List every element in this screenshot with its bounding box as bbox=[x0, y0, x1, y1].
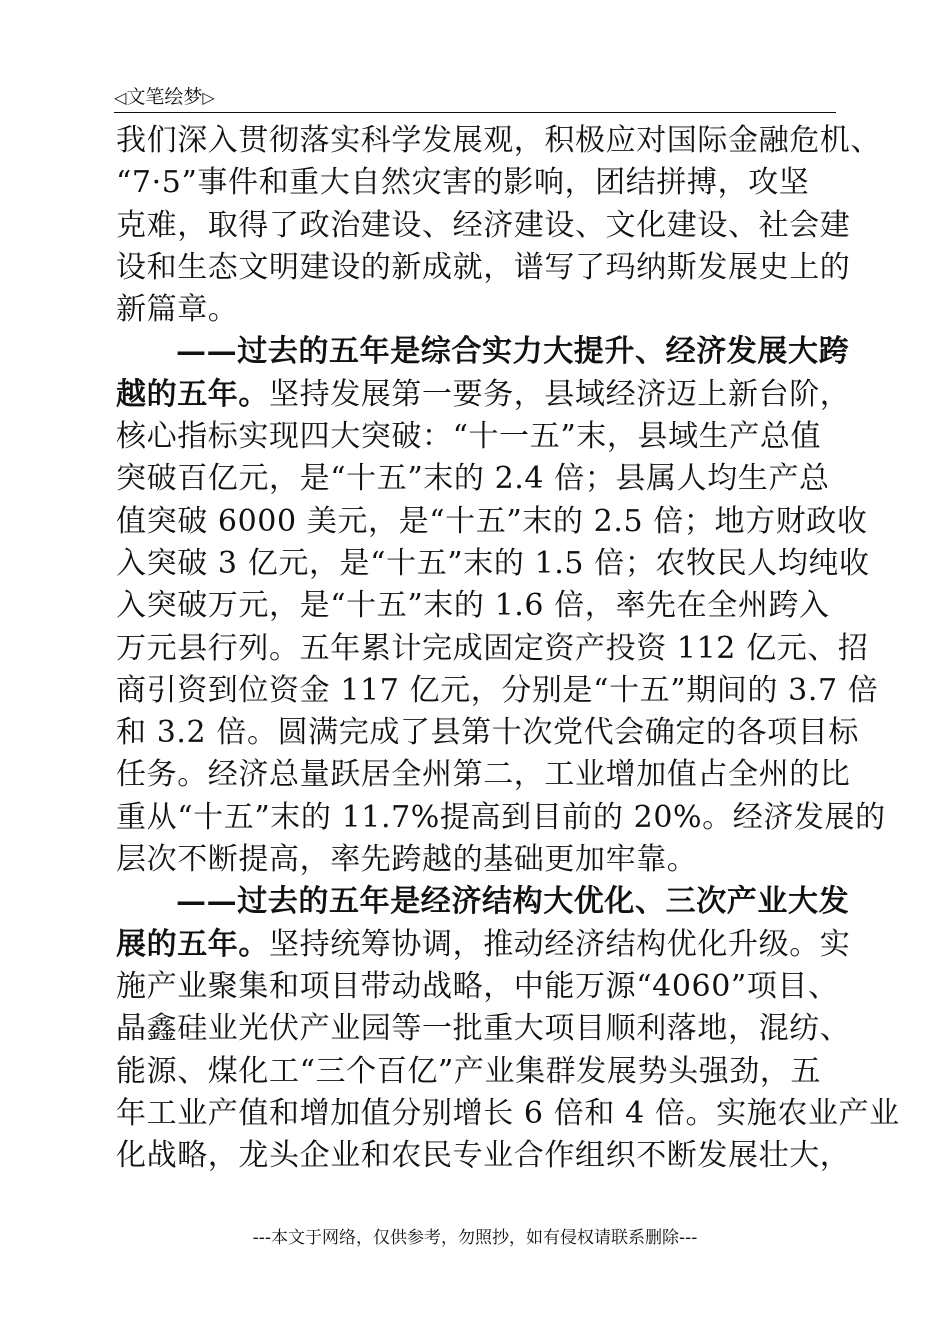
text-line bbox=[116, 543, 870, 585]
bold-heading-text: ——过去的五年是经济结构大优化、三次产业大发 bbox=[176, 884, 850, 920]
body-text: 层次不断提高，率先跨越的基础更加牢靠。 bbox=[116, 842, 698, 878]
body-text: 新篇章。 bbox=[116, 292, 239, 328]
text-line bbox=[116, 458, 842, 500]
body-text: 设和生态文明建设的新成就，谱写了玛纳斯发展史上的 bbox=[116, 249, 851, 285]
text-line bbox=[116, 331, 850, 373]
body-text: 施产业聚集和项目带动战略，中能万源“4060”项目、 bbox=[116, 968, 839, 1004]
header-title bbox=[114, 84, 215, 111]
header-title-text: 文笔绘梦 bbox=[126, 86, 203, 108]
text-line bbox=[116, 712, 859, 754]
text-line bbox=[116, 1093, 900, 1135]
body-text: 和 3.2 倍。圆满完成了县第十次党代会确定的各项目标 bbox=[116, 715, 859, 751]
text-line bbox=[116, 374, 851, 416]
body-text: 入突破 3 亿元，是“十五”末的 1.5 倍；农牧民人均纯收 bbox=[116, 545, 870, 581]
text-line bbox=[116, 120, 881, 162]
body-text: 入突破万元，是“十五”末的 1.6 倍，率先在全州跨入 bbox=[116, 588, 830, 624]
text-line bbox=[116, 924, 851, 966]
text-line bbox=[116, 754, 851, 796]
body-text: 万元县行列。五年累计完成固定资产投资 112 亿元、招 bbox=[116, 630, 869, 666]
text-line bbox=[116, 1135, 851, 1177]
text-line bbox=[116, 205, 851, 247]
body-text: 能源、煤化工“三个百亿”产业集群发展势头强劲，五 bbox=[116, 1053, 822, 1089]
text-line bbox=[116, 585, 842, 627]
bold-heading-text: ——过去的五年是综合实力大提升、经济发展大跨 bbox=[176, 334, 850, 370]
page-footer: ---本文于网络，仅供参考，勿照抄，如有侵权请联系删除--- bbox=[252, 1228, 698, 1248]
text-line bbox=[116, 247, 851, 289]
body-text: 晶鑫硅业光伏产业园等一批重大项目顺利落地，混纺、 bbox=[116, 1011, 851, 1047]
text-line bbox=[116, 162, 842, 204]
text-line bbox=[116, 501, 868, 543]
text-line bbox=[116, 881, 850, 923]
text-line bbox=[116, 416, 842, 458]
body-text: 坚持统筹协调，推动经济结构优化升级。实 bbox=[269, 926, 851, 962]
text-line bbox=[116, 628, 869, 670]
body-text: 突破百亿元，是“十五”末的 2.4 倍；县属人均生产总 bbox=[116, 461, 830, 497]
bold-heading-text: 越的五年。 bbox=[116, 376, 269, 412]
page-header bbox=[114, 84, 836, 113]
text-line bbox=[116, 1051, 842, 1093]
left-triangle-icon: ◁ bbox=[114, 88, 127, 107]
body-text: 重从“十五”末的 11.7%提高到目前的 20%。经济发展的 bbox=[116, 799, 886, 835]
text-line bbox=[116, 839, 842, 881]
body-text: 任务。经济总量跃居全州第二，工业增加值占全州的比 bbox=[116, 757, 851, 793]
text-line bbox=[116, 1008, 851, 1050]
text-line bbox=[116, 289, 842, 331]
body-text: 坚持发展第一要务，县域经济迈上新台阶， bbox=[269, 376, 851, 412]
text-line bbox=[116, 797, 886, 839]
text-line bbox=[116, 670, 879, 712]
body-text: 商引资到位资金 117 亿元，分别是“十五”期间的 3.7 倍 bbox=[116, 672, 879, 708]
body-text: 化战略，龙头企业和农民专业合作组织不断发展壮大， bbox=[116, 1138, 851, 1174]
body-text: 年工业产值和增加值分别增长 6 倍和 4 倍。实施农业产业 bbox=[116, 1095, 900, 1131]
bold-heading-text: 展的五年。 bbox=[116, 926, 269, 962]
body-text: 克难，取得了政治建设、经济建设、文化建设、社会建 bbox=[116, 207, 851, 243]
text-line bbox=[116, 966, 842, 1008]
document-body bbox=[116, 120, 900, 1177]
body-text: 值突破 6000 美元，是“十五”末的 2.5 倍；地方财政收 bbox=[116, 503, 868, 539]
body-text: 我们深入贯彻落实科学发展观，积极应对国际金融危机、 bbox=[116, 123, 881, 158]
right-triangle-icon: ▷ bbox=[202, 88, 215, 107]
body-text: 核心指标实现四大突破：“十一五”末，县域生产总值 bbox=[116, 419, 822, 455]
body-text: “7·5”事件和重大自然灾害的影响，团结拼搏，攻坚 bbox=[116, 165, 810, 201]
